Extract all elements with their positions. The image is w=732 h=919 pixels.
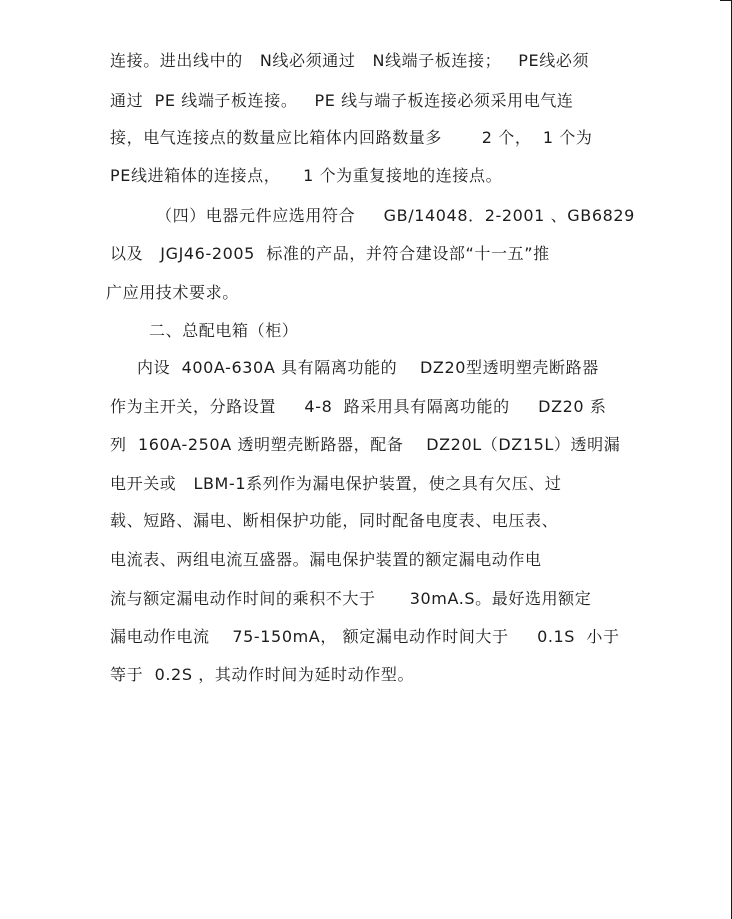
text-line: 电开关或 LBM-1系列作为漏电保护装置，使之具有欠压、过	[110, 474, 562, 493]
text-line: 连接。进出线中的 N线必须通过 N线端子板连接； PE线必须	[110, 51, 590, 70]
text-line: 作为主开关，分路设置 4-8 路采用具有隔离功能的 DZ20 系	[110, 397, 607, 416]
text-line: 广应用技术要求。	[106, 283, 239, 302]
text-line: （四）电器元件应选用符合 GB/14048．2-2001 、GB6829	[156, 206, 635, 225]
text-line: PE线进箱体的连接点， 1 个为重复接地的连接点。	[110, 166, 503, 185]
text-line: 通过 PE 线端子板连接。 PE 线与端子板连接必须采用电气连	[110, 91, 574, 110]
text-line: 列 160A-250A 透明塑壳断路器，配备 DZ20L（DZ15L）透明漏	[110, 435, 621, 454]
text-line: 流与额定漏电动作时间的乘积不大于 30mA.S。最好选用额定	[110, 589, 592, 608]
text-line: 接，电气连接点的数量应比箱体内回路数量多 2 个， 1 个为	[110, 128, 593, 147]
text-line: 以及 JGJ46-2005 标准的产品，并符合建设部“十一五”推	[110, 244, 550, 263]
text-line: 电流表、两组电流互盛器。漏电保护装置的额定漏电动作电	[110, 550, 542, 569]
text-line: 内设 400A-630A 具有隔离功能的 DZ20型透明塑壳断路器	[137, 358, 599, 377]
text-line: 漏电动作电流 75-150mA， 额定漏电动作时间大于 0.1S 小于	[110, 627, 620, 646]
section-heading: 二、总配电箱（柜）	[149, 321, 299, 340]
text-line: 载、短路、漏电、断相保护功能，同时配备电度表、电压表、	[110, 511, 559, 530]
text-line: 等于 0.2S ，其动作时间为延时动作型。	[110, 665, 415, 684]
